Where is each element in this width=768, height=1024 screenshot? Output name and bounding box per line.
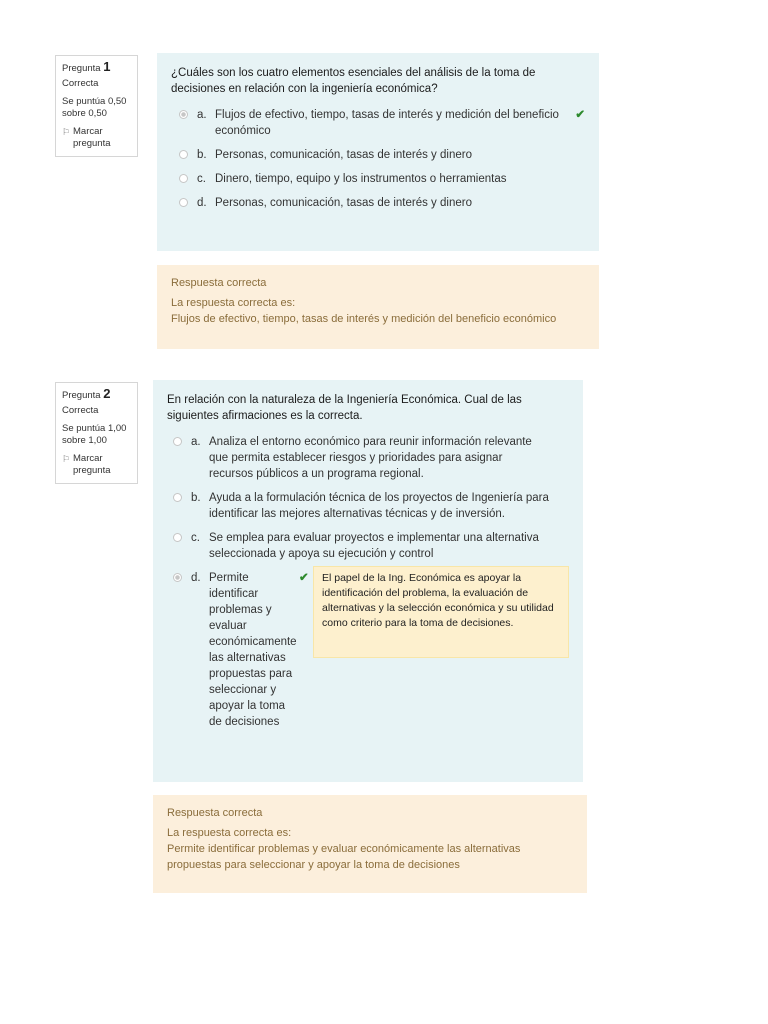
question-content-1 xyxy=(157,53,599,251)
option-a[interactable] xyxy=(173,434,569,482)
option-letter: a. xyxy=(197,109,207,121)
specific-feedback xyxy=(313,566,569,658)
radio-icon[interactable] xyxy=(173,437,182,446)
radio-icon[interactable] xyxy=(179,110,188,119)
option-text: Permite identificar problemas y evaluar económicamente las alternativas propuestas para seleccionar y apoyar la toma de decisiones xyxy=(209,572,297,728)
correct-answer-text: Permite identificar problemas y evaluar económicamente las alternativas propuestas para seleccionar y apoyar la toma de decisiones xyxy=(167,843,521,871)
correct-answer-text: Flujos de efectivo, tiempo, tasas de interés y medición del beneficio económico xyxy=(171,313,557,325)
option-letter: d. xyxy=(191,572,201,584)
option-letter: d. xyxy=(197,197,207,209)
option-b[interactable] xyxy=(173,490,569,522)
outcome-box-1 xyxy=(157,265,599,349)
question-label: Pregunta xyxy=(62,390,101,401)
option-c[interactable] xyxy=(173,530,569,562)
question-number: 2 xyxy=(103,386,111,401)
flag-question-link[interactable] xyxy=(62,453,131,477)
flag-question-label: Marcar pregunta xyxy=(73,126,111,149)
option-text: Analiza el entorno económico para reunir información relevante que permita establecer riesgos y prioridades para asignar recursos públicos a un programa regional. xyxy=(209,436,532,480)
correct-answer-label: La respuesta correcta es: xyxy=(167,827,292,839)
option-text: Flujos de efectivo, tiempo, tasas de interés y medición del beneficio económico xyxy=(215,109,559,137)
question-grade: Se puntúa 1,00 sobre 1,00 xyxy=(62,423,127,446)
flag-icon: ⚐ xyxy=(62,454,71,464)
question-info-2 xyxy=(55,382,138,484)
answer-list xyxy=(167,434,569,730)
option-d[interactable] xyxy=(179,195,585,211)
option-text: Personas, comunicación, tasas de interés y dinero xyxy=(215,197,472,209)
option-letter: c. xyxy=(197,173,206,185)
radio-icon[interactable] xyxy=(173,573,182,582)
option-text: Dinero, tiempo, equipo y los instrumentos o herramientas xyxy=(215,173,507,185)
flag-icon: ⚐ xyxy=(62,127,71,137)
option-a[interactable] xyxy=(179,107,585,139)
question-number: 1 xyxy=(103,59,111,74)
radio-icon[interactable] xyxy=(179,174,188,183)
check-icon: ✔ xyxy=(575,109,585,121)
flag-question-label: Marcar pregunta xyxy=(73,453,111,476)
outcome-box-2 xyxy=(153,795,587,893)
radio-icon[interactable] xyxy=(179,150,188,159)
question-state: Correcta xyxy=(62,78,99,89)
option-letter: b. xyxy=(197,149,207,161)
question-label: Pregunta xyxy=(62,63,101,74)
option-c[interactable] xyxy=(179,171,585,187)
check-icon: ✔ xyxy=(299,572,309,584)
option-text: Se emplea para evaluar proyectos e implementar una alternativa seleccionada y apoya su ejecución y control xyxy=(209,532,539,560)
option-letter: c. xyxy=(191,532,200,544)
radio-icon[interactable] xyxy=(173,533,182,542)
option-d[interactable] xyxy=(173,570,569,730)
question-grade: Se puntúa 0,50 sobre 0,50 xyxy=(62,96,127,119)
question-info-1 xyxy=(55,55,138,157)
question-text: ¿Cuáles son los cuatro elementos esenciales del análisis de la toma de decisiones en relación con la ingeniería económica? xyxy=(171,67,536,95)
question-state: Correcta xyxy=(62,405,99,416)
option-letter: a. xyxy=(191,436,201,448)
correct-answer-label: La respuesta correcta es: xyxy=(171,297,296,309)
option-b[interactable] xyxy=(179,147,585,163)
question-text: En relación con la naturaleza de la Ingeniería Económica. Cual de las siguientes afirmaciones es la correcta. xyxy=(167,394,522,422)
specific-feedback-text: El papel de la Ing. Económica es apoyar la identificación del problema, la evaluación de alternativas y la selección económica y su utilidad como criterio para la toma de decisiones. xyxy=(322,572,554,629)
question-content-2 xyxy=(153,380,583,782)
radio-icon[interactable] xyxy=(173,493,182,502)
option-text: Personas, comunicación, tasas de interés y dinero xyxy=(215,149,472,161)
outcome-header: Respuesta correcta xyxy=(167,807,263,819)
option-text: Ayuda a la formulación técnica de los proyectos de Ingeniería para identificar las mejores alternativas técnicas y de inversión. xyxy=(209,492,549,520)
flag-question-link[interactable] xyxy=(62,126,131,150)
radio-icon[interactable] xyxy=(179,198,188,207)
option-letter: b. xyxy=(191,492,201,504)
answer-list xyxy=(171,107,585,211)
outcome-header: Respuesta correcta xyxy=(171,277,267,289)
